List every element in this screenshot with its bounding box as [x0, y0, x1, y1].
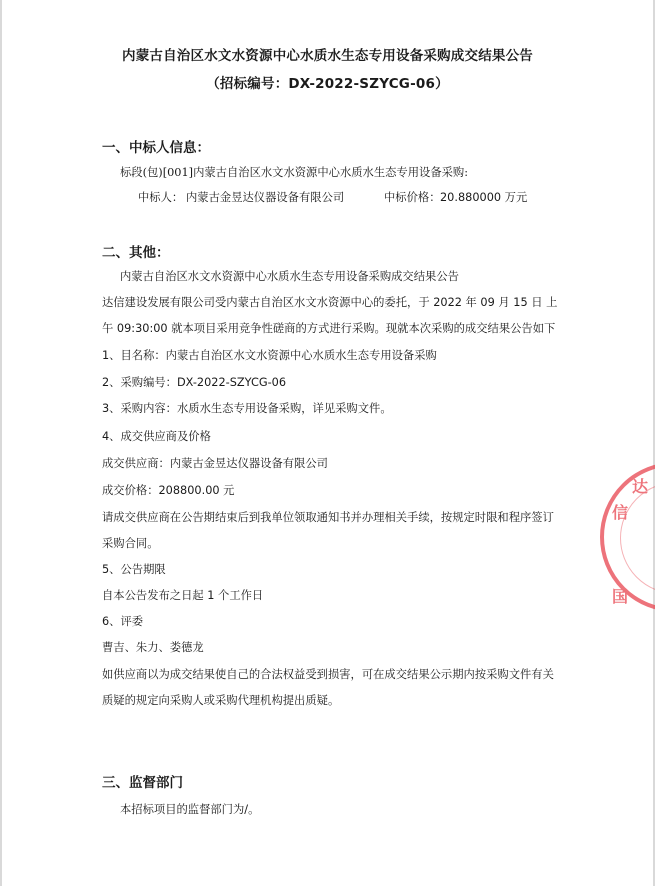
notice-line1: 请成交供应商在公告期结束后到我单位领取通知书并办理相关手续，按规定时限和程序签订 [102, 511, 554, 524]
paragraph1-line2: 午 09:30:00 就本项目采用竞争性磋商的方式进行采购。现就本次采购的成交结果公告如下 [102, 322, 556, 335]
item1-project-name: 1、目名称：内蒙古自治区水文水资源中心水质水生态专用设备采购 [102, 349, 437, 362]
lot-line: 标段(包)[001]内蒙古自治区水文水资源中心水质水生态专用设备采购: [120, 166, 469, 179]
objection-line1: 如供应商以为成交结果使自己的合法权益受到损害，可在成交结果公示期内按采购文件有关 [102, 668, 554, 681]
announcement-subtitle: 内蒙古自治区水文水资源中心水质水生态专用设备采购成交结果公告 [120, 270, 459, 283]
seal-char-3: 国 [612, 587, 629, 606]
section1-heading: 一、中标人信息： [102, 140, 210, 156]
supplier-line: 成交供应商：内蒙古金昱达仪器设备有限公司 [102, 457, 328, 470]
seal-inner-ring [620, 482, 655, 594]
judges-line: 曹吉、朱力、娄德龙 [102, 641, 204, 654]
notice-line2: 采购合同。 [102, 537, 159, 550]
winner-label: 中标人： [138, 191, 184, 204]
section2-heading: 二、其他： [102, 245, 170, 261]
seal-char-2: 信 [612, 503, 629, 522]
winning-price: 20.880000 万元 [440, 191, 528, 204]
item4-supplier-price: 4、成交供应商及价格 [102, 430, 211, 443]
page-border-left [0, 0, 2, 886]
company-seal [600, 462, 655, 612]
tender-number: （招标编号：DX-2022-SZYCG-06） [206, 76, 449, 92]
item2-procurement-number: 2、采购编号：DX-2022-SZYCG-06 [102, 376, 287, 389]
seal-char-1: 达 [632, 477, 649, 496]
item5-period: 5、公告期限 [102, 563, 166, 576]
price-label: 中标价格： [384, 191, 441, 204]
section3-heading: 三、监督部门 [102, 775, 183, 791]
deal-price-line: 成交价格：208800.00 元 [102, 484, 235, 497]
item3-procurement-content: 3、采购内容：水质水生态专用设备采购，详见采购文件。 [102, 402, 392, 415]
period-line: 自本公告发布之日起 1 个工作日 [102, 589, 264, 602]
supervision-content: 本招标项目的监督部门为/。 [120, 803, 260, 816]
item6-judges: 6、评委 [102, 615, 144, 628]
winner-name: 内蒙古金昱达仪器设备有限公司 [186, 191, 345, 204]
objection-line2: 质疑的规定向采购人或采购代理机构提出质疑。 [102, 694, 340, 707]
paragraph1-line1: 达信建设发展有限公司受内蒙古自治区水文水资源中心的委托，于 2022 年 09 月 15 日 上 [102, 296, 558, 309]
document-title: 内蒙古自治区水文水资源中心水质水生态专用设备采购成交结果公告 [122, 48, 533, 64]
